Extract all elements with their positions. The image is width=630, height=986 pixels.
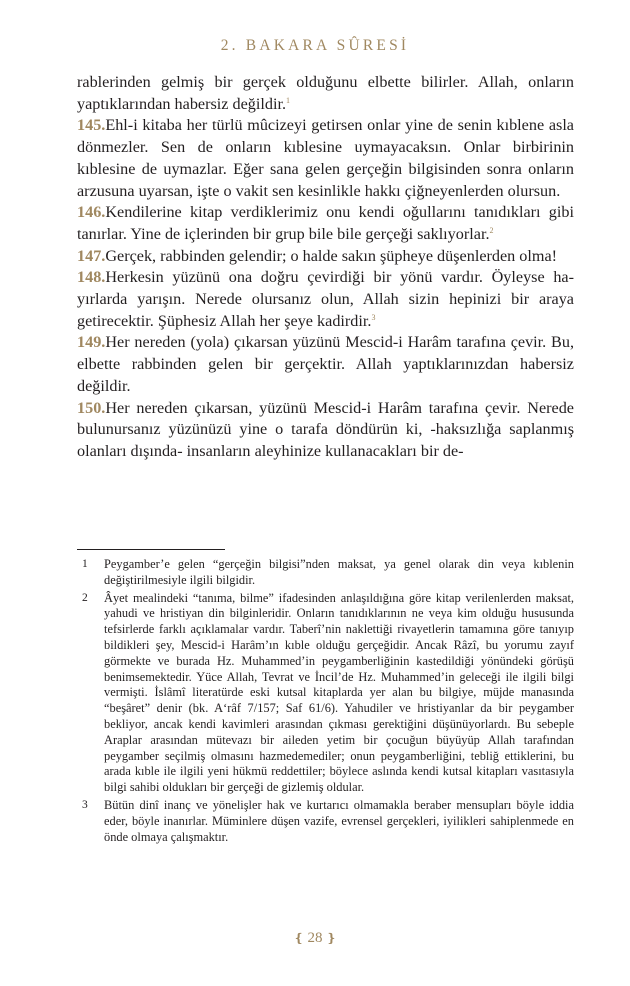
footnote-ref: 2 [489, 225, 494, 235]
footnote-text: Bütün dinî inanç ve yönelişler hak ve kurtarıcı olmamakla beraber mensupları böyle iddia eder, böyle inanırlar. Müminlere düşen vazife, evrensel gerçekleri, iyilikleri sahiplenmede en önde olmaya çalışmaktır. [104, 797, 574, 844]
page-number-value: 28 [307, 930, 323, 946]
verse-paragraph [77, 267, 574, 332]
ornament-right-icon: ❵ [326, 931, 337, 945]
verse-text: Ehl-i kitaba her türlü mûcizeyi getirsen onlar yine de senin kıblene asla dönmezler. Sen de onların kıblesine uymayacaksın. Onlar birbirinin kıblesine de uymazlar. Eğer sana gelen gerçeğin bilgisinden sonra onların arzusuna uyarsan, işte o vakit sen kesinlikle hakkı çiğneyenlerden olursun. [77, 116, 574, 200]
verse-text: rablerinden gelmiş bir gerçek olduğunu elbette bilirler. Allah, onların yaptıklarından habersiz değildir. [77, 73, 574, 113]
footnote [77, 798, 574, 845]
verse-text: Herkesin yüzünü ona doğru çevirdiği bir yönü vardır. Öyleyse hayırlarda yarışın. Nerede olursanız olun, Allah sizin hepinizi bir araya getirecektir. Şüphesiz Allah her şeye kadirdir. [77, 268, 574, 330]
footnote [77, 557, 574, 589]
running-header: 2. BAKARA SÛRESİ [220, 37, 410, 54]
verse-paragraph [77, 398, 574, 463]
verse-text: Kendilerine kitap verdiklerimiz onu kendi oğullarını tanıdıkları gibi tanırlar. Yine de içlerinden bir grup bile bile gerçeği saklıyorlar. [77, 203, 574, 243]
verse-number: 148. [77, 268, 106, 287]
footnote-number: 3 [82, 798, 88, 811]
footnote-text: Âyet mealindeki “tanıma, bilme” ifadesinden anlaşıldığına göre kitap verilenlerden maksat, yahudi ve hristiyan din bilginleridir. Onların tanıdıklarının ne veya kim olduğu hususunda tefsirlerde farklı açıklamalar vardır. Taberî’nin naklettiği rivayetlerin tamamına göre tanıyıp bildikleri şey, Mescid-i Harâm’ın kıble olduğu gerçeğidir. Ancak Râzî, bu yorumu zayıf görmekte ve burada Hz. Muhammed’in peygamberliğinin kastedildiği yönündeki görüşü benimsemektedir. Yüce Allah, Tevrat ve İncil’de Hz. Muhammed’in geleceği ile ilgili bilgi vermişti. İslâmî literatürde eski kutsal kitaplarda yer alan bu bilgiye, müjde manasında “beşâret” denir (bk. A‘râf 7/157; Saf 61/6). Yahudiler ve hristiyanlar da bir peygamber bekliyor, ancak kendi kavimleri arasından çıkması gerektiğini düşünüyorlardı. Bu sebeple Araplar arasından mütevazı bir aileden yetim bir çocuğun büyüyüp Allah tarafından peygamber seçilmiş olmasını hazmedemediler; onun peygamberliğini, tebliğ ettiklerini, bu arada kıble ile ilgili yeni hükmü reddettiler; böylece aslında kendi kutsal kitapları vasıtasıyla bilgi sahibi oldukları bir gerçeği de gizlemiş oldular. [104, 590, 574, 795]
verse-number: 149. [77, 333, 106, 352]
footnote-number: 2 [82, 591, 88, 604]
verse-paragraph [77, 115, 574, 202]
verse-number: 150. [77, 398, 106, 417]
verse-text: Her nereden çıkarsan, yüzünü Mescid-i Harâm tarafına çevir. Nerede bulunursanız yüzünüzü yine o tarafa döndürün ki, -haksızlığa saplanmış olanları dışında- insanların aleyhinize kullanacakları bir de- [77, 398, 574, 460]
verse-paragraph [77, 72, 574, 115]
verse-paragraph [77, 202, 574, 245]
verse-paragraph [77, 246, 574, 268]
verse-number: 147. [77, 246, 106, 265]
footnote-number: 1 [82, 558, 88, 570]
footnotes [77, 557, 574, 847]
footnote-text: Peygamber’e gelen “gerçeğin bilgisi”nden maksat, ya genel olarak din veya kıblenin değiştirilmesiyle ilgili bilgidir. [104, 557, 574, 587]
verse-text: Gerçek, rabbinden gelendir; o halde sakın şüpheye düşenlerden olma! [105, 246, 558, 265]
verse-paragraph [77, 332, 574, 397]
verse-number: 145. [77, 116, 106, 135]
footnote-ref: 1 [286, 95, 291, 105]
page-number [0, 930, 630, 947]
verse-number: 146. [77, 203, 106, 222]
verse-text: Her nereden (yola) çıkarsan yüzünü Mescid-i Harâm tarafına çevir. Bu, elbette rabbinden gelen bir gerçektir. Allah yaptıklarınızdan habersiz değildir. [77, 333, 574, 395]
footnote [77, 591, 574, 796]
main-text [77, 72, 574, 463]
footnote-separator [77, 549, 225, 550]
footnote-ref: 3 [371, 312, 376, 322]
ornament-left-icon: ❴ [293, 931, 304, 945]
